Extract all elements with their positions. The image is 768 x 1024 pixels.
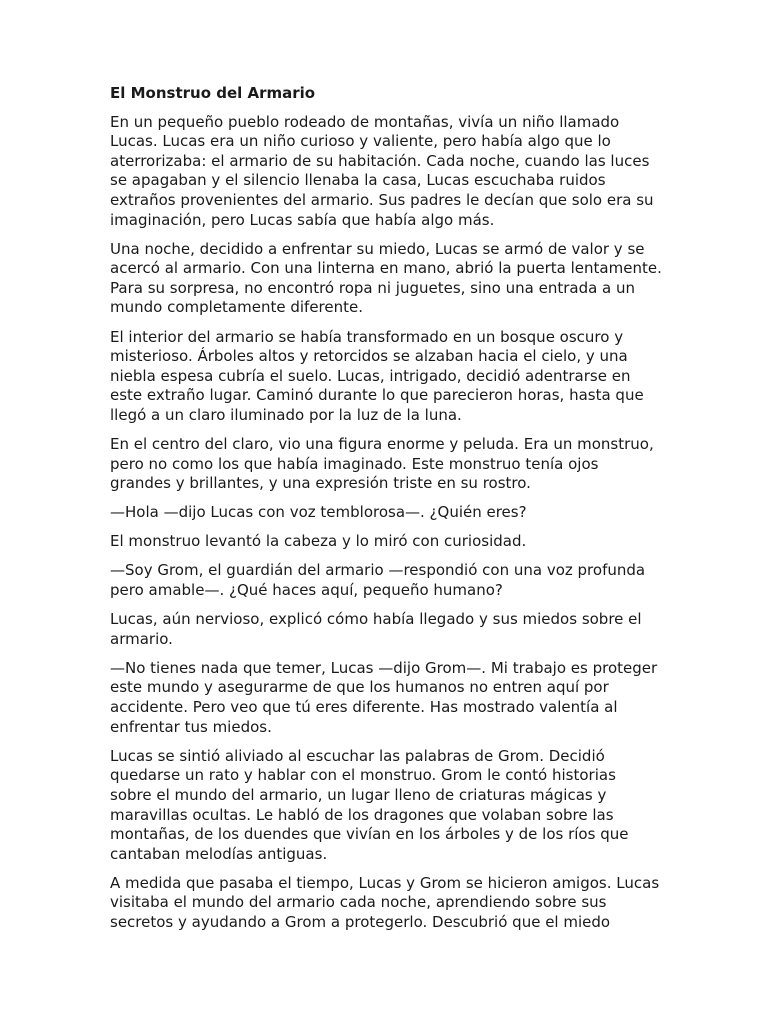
paragraph: Lucas, aún nervioso, explicó cómo había llegado y sus miedos sobre el armario. [110,610,642,648]
paragraph: El interior del armario se había transformado en un bosque oscuro y misterioso. Árboles altos y retorcidos se alzaban hacia el cielo, y una niebla espesa cubría el suelo. Lucas, intrigado, decidió adentrarse en este extraño lugar. Caminó durante lo que parecieron horas, hasta que llegó a un claro iluminado por la luz de la luna. [110,327,644,424]
document-page [110,84,662,942]
dialogue-paragraph: —Hola —dijo Lucas con voz temblorosa—. ¿Quién eres? [110,503,527,522]
paragraph: El monstruo levantó la cabeza y lo miró con curiosidad. [110,532,527,551]
dialogue-paragraph: —No tienes nada que temer, Lucas —dijo Grom—. Mi trabajo es proteger este mundo y asegurarme de que los humanos no entren aquí por accidente. Pero veo que tú eres diferente. Has mostrado valentía al enfrentar tus miedos. [110,658,658,736]
dialogue-paragraph: —Soy Grom, el guardián del armario —respondió con una voz profunda pero amable—. ¿Qué haces aquí, pequeño humano? [110,561,646,600]
paragraph: A medida que pasaba el tiempo, Lucas y Grom se hicieron amigos. Lucas visitaba el mundo del armario cada noche, aprendiendo sobre sus secretos y ayudando a Grom a protegerlo. Descubrió que el miedo [110,873,660,931]
paragraph: En un pequeño pueblo rodeado de montañas, vivía un niño llamado Lucas. Lucas era un niño curioso y valiente, pero había algo que lo aterrorizaba: el armario de su habitación. Cada noche, cuando las luces se apagaban y el silencio llenaba la casa, Lucas escuchaba ruidos extraños provenientes del armario. Sus padres le decían que solo era su imaginación, pero Lucas sabía que había algo más. [110,112,654,229]
paragraph: En el centro del claro, vio una figura enorme y peluda. Era un monstruo, pero no como los que había imaginado. Este monstruo tenía ojos grandes y brillantes, y una expresión triste en su rostro. [110,435,654,493]
document-title: El Monstruo del Armario [110,84,316,102]
paragraph: Lucas se sintió aliviado al escuchar las palabras de Grom. Decidió quedarse un rato y hablar con el monstruo. Grom le contó historias sobre el mundo del armario, un lugar lleno de criaturas mágicas y maravillas ocultas. Le habló de los dragones que volaban sobre las montañas, de los duendes que vivían en los árboles y de los ríos que cantaban melodías antiguas. [110,746,629,863]
paragraph: Una noche, decidido a enfrentar su miedo, Lucas se armó de valor y se acercó al armario. Con una linterna en mano, abrió la puerta lentamente. Para su sorpresa, no encontró ropa ni juguetes, sino una entrada a un mundo completamente diferente. [110,239,662,317]
